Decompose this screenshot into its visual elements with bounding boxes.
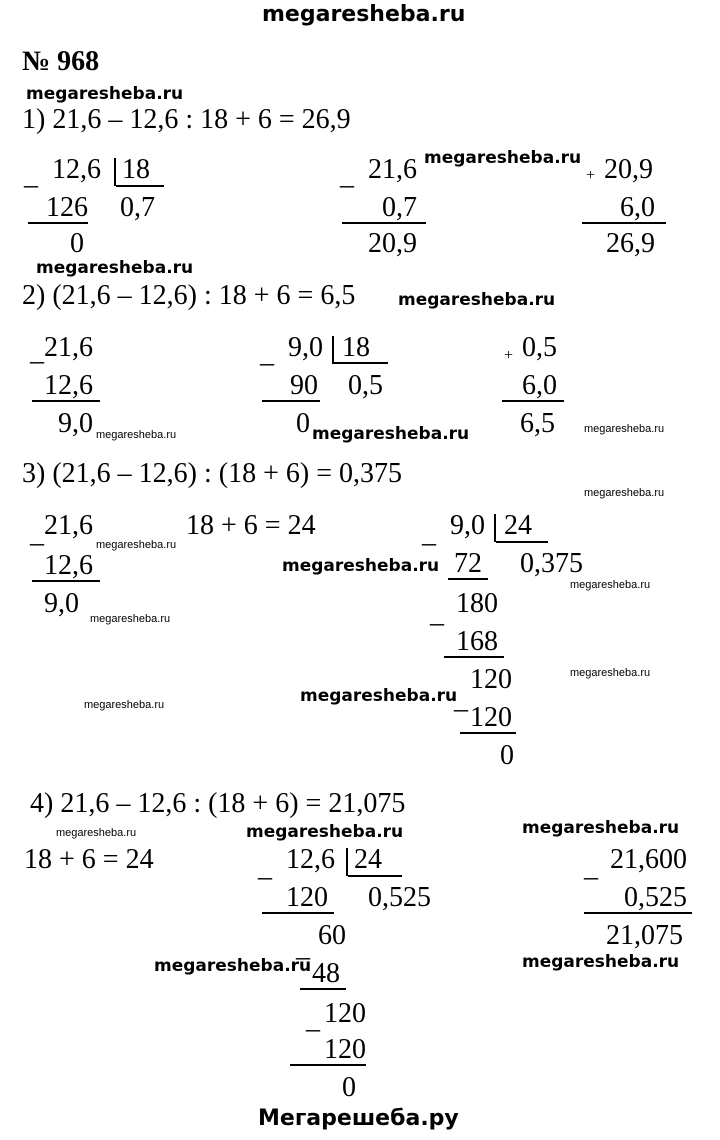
part3-div-r2: 120 [470, 664, 512, 695]
watermark: megaresheba.ru [96, 539, 177, 551]
underline [300, 988, 346, 990]
part1-div-dividend: 12,6 [52, 154, 101, 185]
minus-sign: _ [340, 160, 354, 191]
part3-div-remainder: 0 [500, 740, 514, 771]
part2-div-dividend: 9,0 [288, 332, 323, 363]
part1-expression: 1) 21,6 – 12,6 : 18 + 6 = 26,9 [22, 104, 351, 135]
minus-sign: _ [430, 598, 444, 629]
part4-div-divisor: 24 [354, 844, 382, 875]
plus-sign: + [504, 347, 514, 364]
watermark: megaresheba.ru [584, 423, 665, 435]
minus-sign: _ [454, 684, 468, 715]
part1-div-quotient: 0,7 [120, 192, 155, 223]
part4-div-quotient: 0,525 [368, 882, 431, 913]
divisor-underline [334, 362, 388, 364]
part4-div-r1: 60 [318, 920, 346, 951]
part3-sub-b: 12,6 [44, 550, 93, 581]
minus-sign: _ [30, 518, 44, 549]
minus-sign: _ [260, 338, 274, 369]
part3-div-r1: 180 [456, 588, 498, 619]
part1-add-res: 26,9 [606, 228, 655, 259]
part2-sub-a: 21,6 [44, 332, 93, 363]
part3-div-s3: 120 [470, 702, 512, 733]
watermark: megaresheba.ru [26, 84, 184, 104]
watermark: megaresheba.ru [36, 258, 194, 278]
underline [584, 912, 692, 914]
part1-add-b: 6,0 [620, 192, 655, 223]
part1-div-divisor: 18 [122, 154, 150, 185]
part4-div-s3: 120 [324, 1034, 366, 1065]
part3-div-divisor: 24 [504, 510, 532, 541]
watermark: megaresheba.ru [312, 424, 470, 444]
part4-div-s1: 120 [286, 882, 328, 913]
minus-sign: _ [422, 518, 436, 549]
header-site: megaresheba.ru [262, 2, 466, 27]
watermark: megaresheba.ru [424, 148, 582, 168]
minus-sign: _ [584, 852, 598, 883]
part1-sub-a: 21,6 [368, 154, 417, 185]
part2-add-a: 0,5 [522, 332, 557, 363]
divisor-underline [116, 185, 164, 187]
underline [448, 578, 488, 580]
part1-div-remainder: 0 [70, 228, 84, 259]
part4-div-dividend: 12,6 [286, 844, 335, 875]
underline [32, 400, 100, 402]
part3-expression: 3) (21,6 – 12,6) : (18 + 6) = 0,375 [22, 458, 402, 489]
part4-sub-a: 21,600 [610, 844, 687, 875]
watermark: megaresheba.ru [522, 952, 680, 972]
underline [28, 222, 88, 224]
watermark: megaresheba.ru [282, 556, 440, 576]
minus-sign: _ [296, 932, 310, 963]
underline [262, 400, 320, 402]
watermark: megaresheba.ru [522, 818, 680, 838]
part1-add-a: 20,9 [604, 154, 653, 185]
underline [460, 732, 516, 734]
watermark: megaresheba.ru [570, 667, 651, 679]
part2-div-sub: 90 [290, 370, 318, 401]
part2-div-divisor: 18 [342, 332, 370, 363]
underline [444, 656, 504, 658]
part2-sub-b: 12,6 [44, 370, 93, 401]
part2-add-b: 6,0 [522, 370, 557, 401]
part4-sub-res: 21,075 [606, 920, 683, 951]
part3-div-quotient: 0,375 [520, 548, 583, 579]
division-bar [332, 336, 334, 364]
underline [32, 580, 100, 582]
part1-sub-res: 20,9 [368, 228, 417, 259]
divisor-underline [348, 875, 402, 877]
footer-site: Мегарешеба.ру [258, 1106, 459, 1131]
part3-div-dividend: 9,0 [450, 510, 485, 541]
part3-sub-res: 9,0 [44, 588, 79, 619]
underline [582, 222, 666, 224]
underline [342, 222, 426, 224]
minus-sign: _ [30, 336, 44, 367]
plus-sign: + [586, 167, 596, 184]
part4-sum: 18 + 6 = 24 [24, 844, 154, 875]
part4-sub-b: 0,525 [624, 882, 687, 913]
watermark: megaresheba.ru [154, 956, 312, 976]
problem-number: № 968 [22, 46, 100, 77]
underline [502, 400, 564, 402]
part3-sum: 18 + 6 = 24 [186, 510, 316, 541]
part3-div-s1: 72 [454, 548, 482, 579]
part2-div-remainder: 0 [296, 408, 310, 439]
watermark: megaresheba.ru [96, 429, 177, 441]
part3-div-s2: 168 [456, 626, 498, 657]
part2-sub-res: 9,0 [58, 408, 93, 439]
division-bar [494, 514, 496, 542]
watermark: megaresheba.ru [300, 686, 458, 706]
underline [290, 1064, 366, 1066]
watermark: megaresheba.ru [84, 699, 165, 711]
divisor-underline [496, 541, 548, 543]
watermark: megaresheba.ru [90, 613, 171, 625]
part2-add-res: 6,5 [520, 408, 555, 439]
part1-sub-b: 0,7 [382, 192, 417, 223]
part2-expression: 2) (21,6 – 12,6) : 18 + 6 = 6,5 [22, 280, 356, 311]
minus-sign: _ [24, 160, 38, 191]
part4-div-remainder: 0 [342, 1072, 356, 1103]
part4-div-r2: 120 [324, 998, 366, 1029]
minus-sign: _ [306, 1004, 320, 1035]
watermark: megaresheba.ru [584, 487, 665, 499]
watermark: megaresheba.ru [570, 579, 651, 591]
minus-sign: _ [258, 852, 272, 883]
part4-div-s2: 48 [312, 958, 340, 989]
underline [262, 912, 334, 914]
watermark: megaresheba.ru [56, 827, 137, 839]
division-bar [114, 158, 116, 186]
watermark: megaresheba.ru [398, 290, 556, 310]
watermark: megaresheba.ru [246, 822, 404, 842]
part4-expression: 4) 21,6 – 12,6 : (18 + 6) = 21,075 [30, 788, 406, 819]
part2-div-quotient: 0,5 [348, 370, 383, 401]
part3-sub-a: 21,6 [44, 510, 93, 541]
part1-div-sub: 126 [46, 192, 88, 223]
division-bar [346, 848, 348, 876]
